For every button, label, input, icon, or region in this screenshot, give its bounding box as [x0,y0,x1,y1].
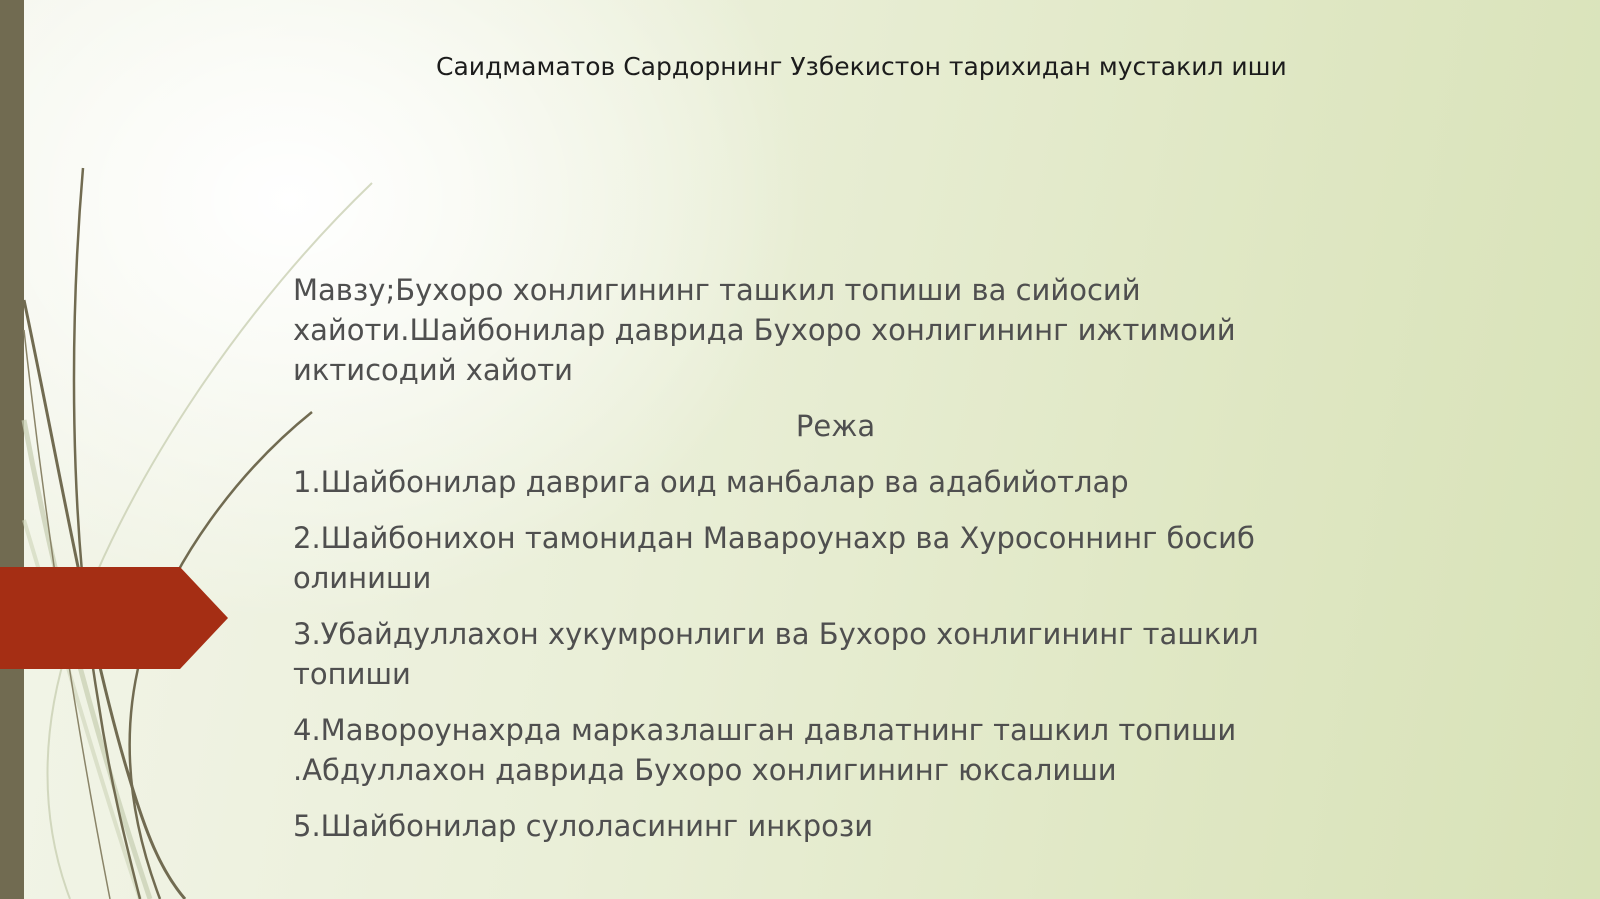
plan-item: 4.Мавороунахрда марказлашган давлатнинг ташкил топиши .Абдуллахон даврида Бухоро хонлигининг юксалиши [293,713,1237,787]
red-arrow-shape [0,567,230,669]
plan-item: 5.Шайбонилар сулоласининг инкрози [293,809,874,843]
plan-item: 3.Убайдуллахон хукумронлиги ва Бухоро хонлигининг ташкил топиши [293,617,1259,691]
slide-title: Саидмаматов Сардорнинг Узбекистон тарихидан мустакил иши [436,52,1287,81]
slide-body [293,270,1378,862]
plan-item: 2.Шайбонихон тамонидан Мавароунахр ва Хуросоннинг босиб олиниши [293,521,1255,595]
plan-heading: Режа [795,409,876,443]
plan-item: 1.Шайбонилар даврига оид манбалар ва адабийотлар [293,465,1129,499]
topic-paragraph: Мавзу;Бухоро хонлигининг ташкил топиши ва сийосий хайоти.Шайбонилар даврида Бухоро хонлигининг ижтимоий иктисодий хайоти [293,273,1236,387]
